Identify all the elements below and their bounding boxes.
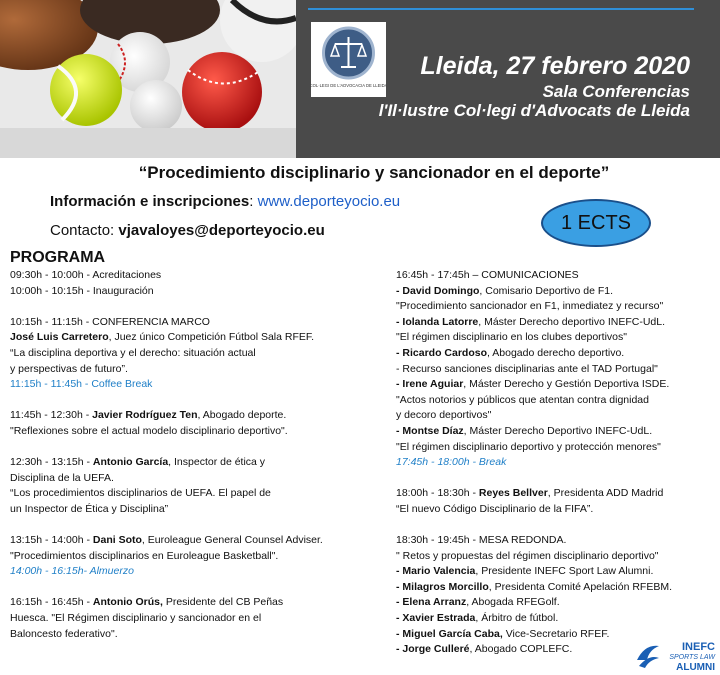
program-line: "Procedimientos disciplinarios en Euroleague Basketball". [10, 549, 279, 562]
speaker-name: Javier Rodríguez Ten [92, 409, 198, 422]
sports-balls-image [0, 0, 296, 158]
speaker-name: - Mario Valencia [396, 565, 476, 578]
speaker-name: Antonio Orús, [92, 596, 163, 609]
program-line: 09:30h - 10:00h - Acreditaciones [10, 269, 162, 281]
speaker-name: - Xavier Estrada [396, 612, 476, 625]
time-slot: 18:00h - 18:30h - [396, 487, 479, 500]
program-line: “Los procedimientos disciplinarios de UEFA. El papel de [10, 487, 271, 500]
speaker-role: , Abogada RFEGolf. [466, 596, 560, 609]
program-line [396, 315, 672, 331]
info-website-link[interactable]: www.deporteyocio.eu [257, 193, 401, 210]
inefc-logo-line2: SPORTS LAW [669, 654, 715, 661]
speaker-name: - Montse Díaz [396, 424, 464, 437]
program-line: 10:15h - 11:15h - CONFERENCIA MARCO [10, 315, 210, 328]
program-line: - Recurso sanciones disciplinarias ante el TAD Portugal" [396, 362, 658, 375]
program-line: y perspectivas de futuro”. [10, 362, 128, 375]
program-line [396, 595, 672, 611]
program-line: "Reflexiones sobre el actual modelo disciplinario deportivo". [10, 424, 288, 437]
program-left-column [10, 268, 323, 642]
program-line [396, 564, 672, 580]
program-line [396, 346, 672, 362]
program-break: 11:15h - 11:45h - Coffee Break [10, 378, 153, 391]
speaker-role: Presidente del CB Peñas [162, 596, 284, 609]
speaker-name: - Miguel García Caba, [396, 627, 503, 640]
speaker-role: , Árbitro de fútbol. [475, 612, 559, 625]
program-line: 16:45h - 17:45h – COMUNICACIONES [396, 269, 579, 281]
contact-email[interactable]: vjavaloyes@deporteyocio.eu [118, 222, 325, 239]
header-banner [0, 0, 720, 158]
speaker-role: , Inspector de ética y [168, 456, 266, 469]
inefc-logo-line1: INEFC [682, 641, 715, 653]
speaker-role: , Juez único Competición Fútbol Sala RFEF. [108, 331, 315, 344]
bar-association-logo [311, 22, 386, 97]
sports-balls-illustration [0, 0, 296, 158]
program-line [396, 486, 672, 502]
contact-line [50, 222, 325, 239]
speaker-name: Antonio García [92, 456, 169, 469]
info-line [50, 193, 400, 210]
program-line [10, 330, 323, 346]
program-right-column [396, 268, 672, 658]
speaker-role: , Euroleague General Counsel Adviser. [141, 534, 323, 547]
speaker-name: - Ricardo Cardoso [396, 346, 488, 359]
program-line [10, 595, 323, 611]
time-slot: 13:15h - 14:00h - [10, 534, 93, 547]
speaker-role: Vice-Secretario RFEF. [502, 627, 610, 640]
time-slot: 12:30h - 13:15h - [10, 456, 93, 469]
program-line: "El régimen disciplinario deportivo y protección menores" [396, 440, 661, 453]
info-label: Información e inscripciones [50, 193, 250, 210]
program-break: 14:00h - 16:15h- Almuerzo [10, 565, 134, 578]
scales-of-justice-icon [311, 22, 386, 97]
contact-label: Contacto: [50, 222, 119, 239]
speaker-role: , Abogado COPLEFC. [469, 643, 573, 656]
speaker-name: - Milagros Morcillo [396, 580, 489, 593]
program-line [396, 377, 672, 393]
program-line [396, 611, 672, 627]
program-line: "Procedimiento sancionador en F1, inmediatez y recurso" [396, 300, 664, 313]
inefc-logo-line3: ALUMNI [676, 662, 715, 672]
speaker-name: - Iolanda Latorre [396, 315, 479, 328]
event-venue-room: Sala Conferencias [542, 82, 690, 101]
inefc-swoosh-icon [635, 640, 717, 672]
speaker-role: , Abogado deporte. [197, 409, 287, 422]
program-break: 17:45h - 18:00h - Break [396, 456, 507, 469]
speaker-role: , Abogado derecho deportivo. [487, 346, 625, 359]
event-date: Lleida, 27 febrero 2020 [420, 52, 690, 80]
speaker-role: , Presidenta Comité Apelación RFEBM. [488, 580, 673, 593]
logo-caption: COL·LEGI DE L'ADVOCACIA DE LLEIDA [311, 83, 386, 88]
speaker-name: - Irene Aguiar [396, 378, 464, 391]
speaker-name: José Luis Carretero [10, 331, 109, 344]
speaker-role: , Presidenta ADD Madrid [547, 487, 664, 500]
inefc-sports-law-alumni-logo [635, 640, 717, 672]
program-line [10, 455, 323, 471]
program-heading: PROGRAMA [10, 249, 106, 266]
program-line [396, 627, 672, 643]
event-title: “Procedimiento disciplinario y sancionador en el deporte” [138, 163, 610, 182]
time-slot: 11:45h - 12:30h - [10, 409, 93, 422]
program-line: 10:00h - 10:15h - Inauguración [10, 284, 154, 297]
program-line: y decoro deportivos" [396, 409, 492, 422]
speaker-role: , Máster Derecho deportivo INEFC-UdL. [478, 315, 665, 328]
speaker-name: Reyes Bellver [478, 487, 548, 500]
program-line [10, 533, 323, 549]
speaker-name: - David Domingo [396, 284, 480, 297]
program-line [396, 284, 672, 300]
program-line: un Inspector de Ética y Disciplina” [10, 502, 169, 515]
ects-badge: 1 ECTS [541, 199, 651, 247]
speaker-name: - Elena Arranz [396, 596, 467, 609]
program-line: 18:30h - 19:45h - MESA REDONDA. [396, 534, 567, 547]
time-slot: 16:15h - 16:45h - [10, 596, 93, 609]
program-line: "El régimen disciplinario en los clubes deportivos" [396, 331, 627, 344]
program-line: “La disciplina deportiva y el derecho: situación actual [10, 346, 256, 359]
program-line: Huesca. "El Régimen disciplinario y sancionador en el [10, 612, 262, 625]
program-line: " Retos y propuestas del régimen disciplinario deportivo" [396, 549, 659, 562]
speaker-name: Dani Soto [92, 534, 142, 547]
speaker-role: , Comisario Deportivo de F1. [479, 284, 614, 297]
program-line [396, 424, 672, 440]
program-line [396, 580, 672, 596]
program-line: Disciplina de la UEFA. [10, 471, 114, 484]
speaker-name: - Jorge Culleré [396, 643, 470, 656]
program-line [10, 408, 323, 424]
event-venue-institution: l'Il·lustre Col·legi d'Advocats de Lleida [378, 101, 690, 120]
header-divider [308, 8, 694, 10]
program-line: “El nuevo Código Disciplinario de la FIFA”. [396, 502, 594, 515]
info-separator: : [249, 193, 258, 210]
speaker-role: , Máster Derecho y Gestión Deportiva ISDE. [463, 378, 670, 391]
program-line: "Actos notorios y públicos que atentan contra dignidad [396, 393, 649, 406]
speaker-role: , Máster Derecho Deportivo INEFC-UdL. [463, 424, 653, 437]
speaker-role: , Presidente INEFC Sport Law Alumni. [475, 565, 654, 578]
program-line: Baloncesto federativo". [10, 627, 118, 640]
program-line [396, 642, 672, 658]
